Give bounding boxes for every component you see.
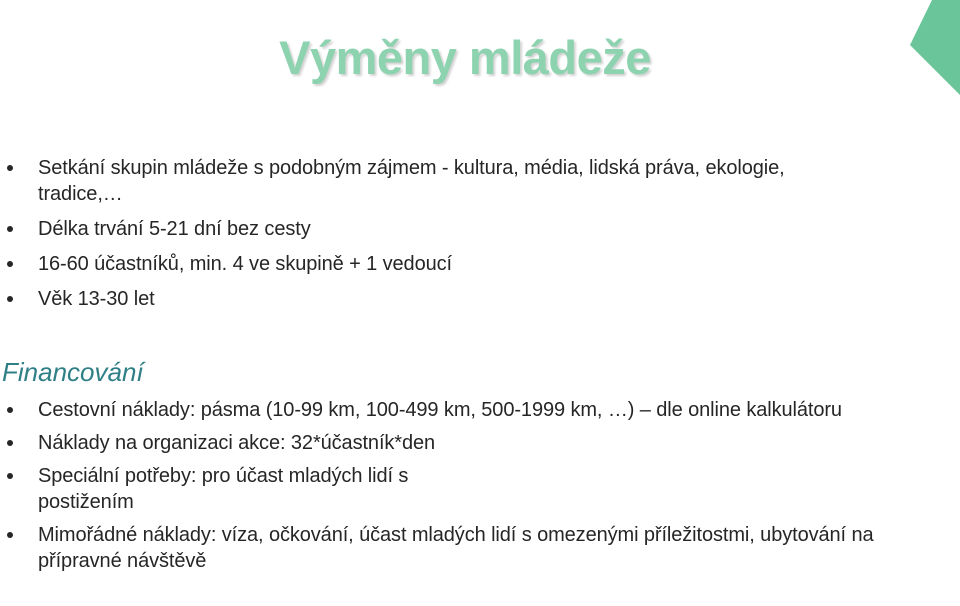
overview-list	[0, 155, 880, 321]
list-item: Mimořádné náklady: víza, očkování, účast mladých lidí s omezenými příležitostmi, ubytování na přípravné návštěvě	[0, 522, 898, 574]
financing-list	[0, 397, 900, 581]
list-item: Setkání skupin mládeže s podobným zájmem - kultura, média, lidská práva, ekologie, tradice,…	[0, 155, 838, 207]
list-item: Věk 13-30 let	[0, 286, 880, 312]
list-item: Délka trvání 5-21 dní bez cesty	[0, 216, 880, 242]
list-item: Speciální potřeby: pro účast mladých lidí s postižením	[0, 463, 478, 515]
list-item: 16-60 účastníků, min. 4 ve skupině + 1 vedoucí	[0, 251, 880, 277]
page-title: Výměny mládeže	[279, 31, 651, 84]
list-item: Náklady na organizaci akce: 32*účastník*den	[0, 430, 900, 456]
section-heading-financing: Financování	[2, 357, 144, 387]
list-item: Cestovní náklady: pásma (10-99 km, 100-499 km, 500-1999 km, …) – dle online kalkulátoru	[0, 397, 858, 423]
